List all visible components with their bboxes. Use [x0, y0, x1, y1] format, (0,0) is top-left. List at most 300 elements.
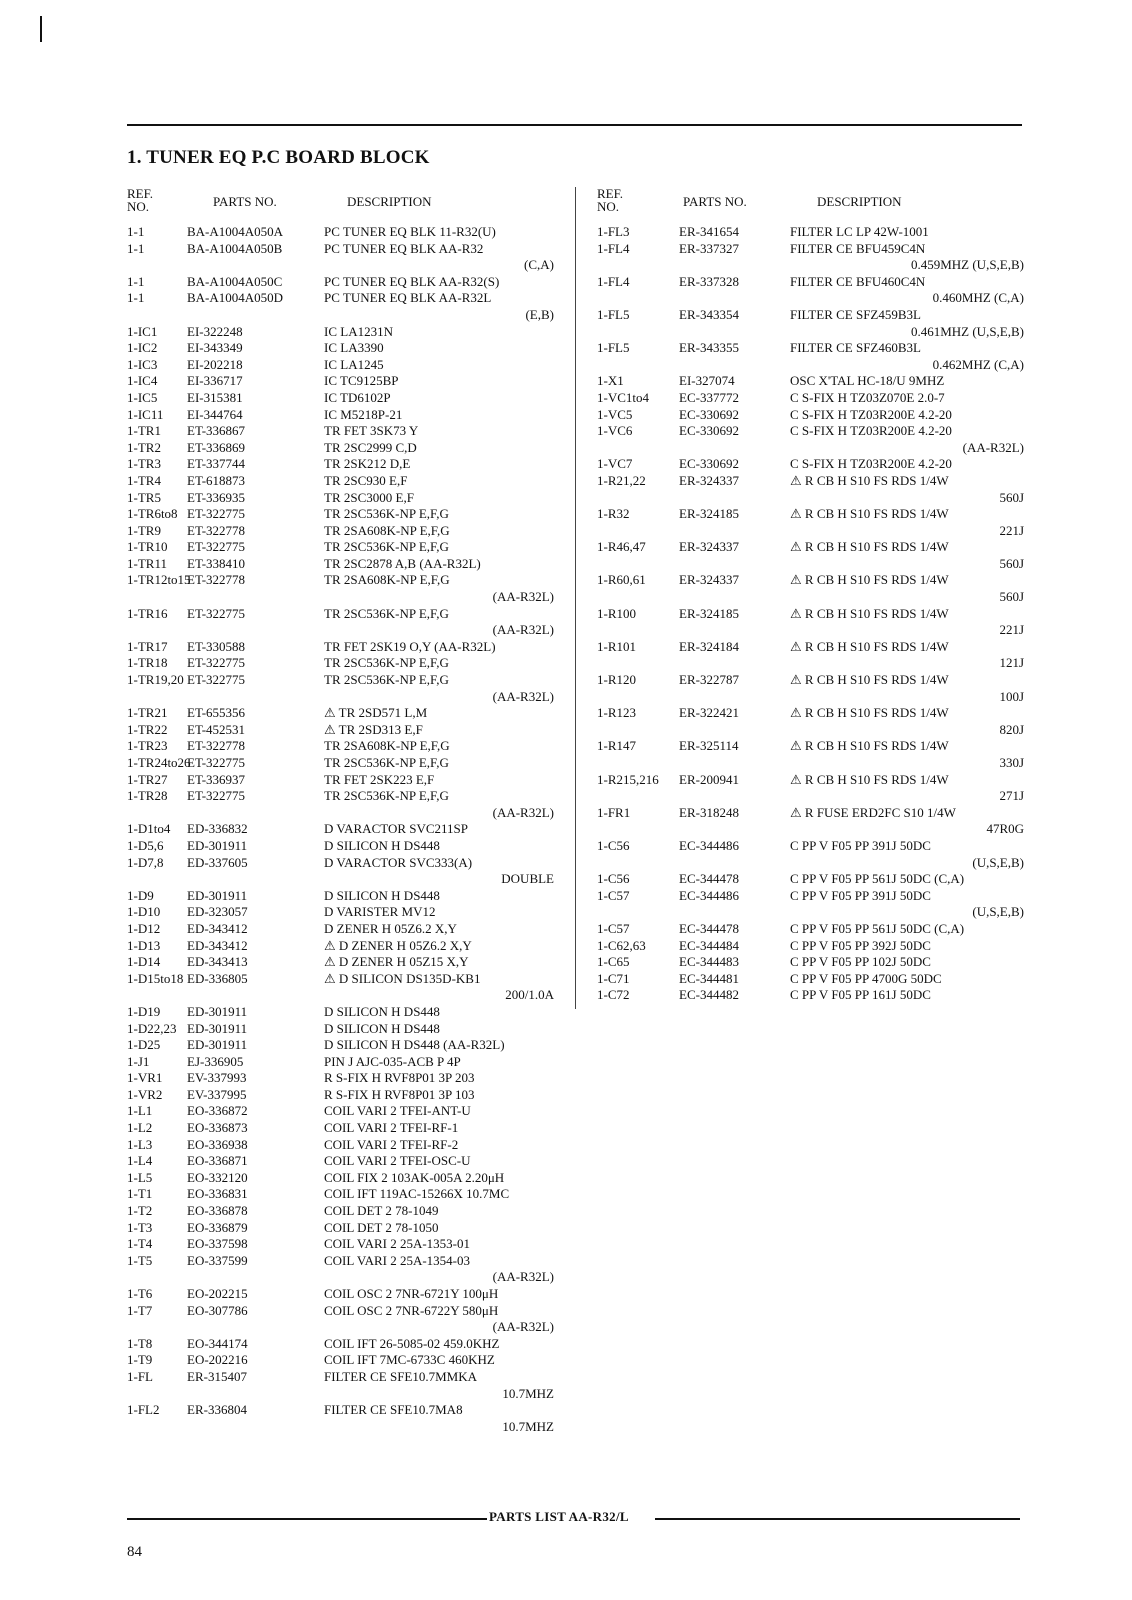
parts-no: EO-332120 [187, 1169, 248, 1185]
continuation-row [127, 622, 554, 639]
table-row [597, 871, 1024, 888]
table-row [127, 357, 554, 374]
continuation-row [597, 689, 1024, 706]
ref-no: 1-R120 [597, 672, 636, 688]
description-continuation: 121J [999, 655, 1024, 671]
ref-no: 1-TR22 [127, 721, 168, 737]
parts-no: ET-655356 [187, 705, 246, 721]
ref-no: 1-D9 [127, 887, 154, 903]
ref-no: 1-R215,216 [597, 771, 659, 787]
parts-no: EO-336938 [187, 1136, 248, 1152]
description-continuation: (AA-R32L) [492, 1319, 554, 1335]
continuation-row [597, 904, 1024, 921]
description: C PP V F05 PP 102J 50DC [790, 954, 931, 970]
parts-no: BA-A1004A050B [187, 240, 283, 256]
description-continuation: 100J [999, 688, 1024, 704]
parts-no: EO-202215 [187, 1286, 248, 1301]
continuation-row [597, 855, 1024, 872]
table-row [127, 821, 554, 838]
table-row [597, 987, 1024, 1004]
column-header [597, 187, 1024, 221]
description: ⚠ R FUSE ERD2FC S10 1/4W [790, 804, 956, 820]
parts-no: EI-327074 [679, 373, 735, 389]
continuation-row [597, 490, 1024, 507]
table-row [127, 755, 554, 772]
table-row [597, 373, 1024, 390]
description: IC LA1245 [324, 356, 384, 372]
parts-no: ER-325114 [679, 738, 739, 754]
description: COIL DET 2 78-1049 [324, 1203, 439, 1219]
parts-no: EC-330692 [679, 406, 739, 422]
parts-no: EI-315381 [187, 389, 243, 405]
description: FILTER CE BFU459C4N [790, 240, 926, 256]
description-continuation: 47R0G [986, 821, 1024, 837]
description: COIL VARI 2 TFEI-OSC-U [324, 1153, 471, 1169]
description: ⚠ R CB H S10 FS RDS 1/4W [790, 738, 949, 754]
description: ⚠ D SILICON DS135D-KB1 [324, 970, 481, 986]
parts-no: ER-315407 [187, 1368, 247, 1384]
parts-no: ET-338410 [187, 555, 246, 571]
description: C PP V F05 PP 391J 50DC [790, 837, 931, 853]
parts-list [597, 224, 1024, 1004]
parts-no: EC-344481 [679, 970, 739, 986]
ref-no: 1-TR16 [127, 605, 168, 621]
table-row [127, 655, 554, 672]
parts-no: ER-318248 [679, 804, 739, 820]
ref-no: 1-D22,23 [127, 1020, 177, 1036]
description-continuation: 200/1.0A [505, 987, 554, 1003]
ref-no: 1-R32 [597, 506, 630, 522]
parts-no: EI-344764 [187, 406, 243, 422]
description: IC LA1231N [324, 323, 393, 339]
description: C S-FIX H TZ03R200E 4.2-20 [790, 456, 952, 472]
table-row [127, 423, 554, 440]
ref-no: 1-T6 [127, 1286, 153, 1301]
description: TR FET 3SK73 Y [324, 423, 419, 439]
description-continuation: (AA-R32L) [492, 589, 554, 605]
continuation-row [127, 257, 554, 274]
table-row [127, 1021, 554, 1038]
parts-no: ET-336867 [187, 423, 246, 439]
ref-no: 1-X1 [597, 373, 624, 389]
ref-no: 1-IC1 [127, 323, 158, 339]
ref-no: 1-FL [127, 1368, 153, 1384]
continuation-row [597, 622, 1024, 639]
description-continuation: 271J [999, 788, 1024, 804]
table-row [127, 788, 554, 805]
description: COIL FIX 2 103AK-005A 2.20μH [324, 1169, 505, 1185]
parts-no-header: PARTS NO. [683, 194, 747, 209]
table-row [127, 971, 554, 988]
table-row [127, 672, 554, 689]
footer-rule [127, 1518, 487, 1520]
description-continuation: (U,S,E,B) [972, 904, 1024, 920]
parts-no: ED-301911 [187, 1037, 248, 1053]
description: TR 2SC536K-NP E,F,G [324, 605, 449, 621]
parts-no: ER-324337 [679, 539, 739, 555]
parts-no: ER-324337 [679, 472, 739, 488]
parts-no: EO-307786 [187, 1302, 248, 1318]
table-row [127, 1120, 554, 1137]
parts-no: ET-322778 [187, 738, 246, 754]
ref-no: 1-FL4 [597, 240, 630, 256]
parts-no: ET-322775 [187, 655, 246, 671]
parts-no: EO-336871 [187, 1153, 248, 1169]
description: TR 2SC536K-NP E,F,G [324, 539, 449, 555]
description: PIN J AJC-035-ACB P 4P [324, 1053, 461, 1069]
parts-column-right [597, 187, 1024, 1004]
table-row [127, 241, 554, 258]
parts-no: EO-336872 [187, 1103, 248, 1119]
ref-no: 1-C56 [597, 871, 630, 887]
table-row [127, 224, 554, 241]
table-row [597, 274, 1024, 291]
description-continuation: (U,S,E,B) [972, 854, 1024, 870]
description: COIL VARI 2 TFEI-RF-1 [324, 1120, 459, 1136]
description: FILTER CE SFE10.7MA8 [324, 1402, 463, 1418]
description: COIL VARI 2 TFEI-ANT-U [324, 1103, 471, 1119]
table-row [597, 971, 1024, 988]
description-continuation: 221J [999, 522, 1024, 538]
parts-no: EO-202216 [187, 1352, 248, 1368]
ref-no: 1-TR12to15 [127, 572, 191, 588]
ref-no: 1-T2 [127, 1203, 153, 1219]
table-row [127, 324, 554, 341]
ref-no: 1-TR23 [127, 738, 168, 754]
description: R S-FIX H RVF8P01 3P 103 [324, 1086, 475, 1102]
parts-no: EI-343349 [187, 340, 243, 356]
table-row [597, 672, 1024, 689]
parts-no: ET-322775 [187, 605, 246, 621]
ref-no: 1-TR24to26 [127, 755, 191, 770]
parts-no: ED-323057 [187, 904, 248, 920]
description: COIL IFT 7MC-6733C 460KHZ [324, 1352, 495, 1368]
parts-no: ER-324185 [679, 605, 739, 621]
continuation-row [127, 805, 554, 822]
description-continuation: 0.460MHZ (C,A) [932, 290, 1024, 306]
description: ⚠ TR 2SD571 L,M [324, 705, 428, 721]
table-row [127, 904, 554, 921]
table-row [127, 1253, 554, 1270]
description: C S-FIX H TZ03R200E 4.2-20 [790, 423, 952, 439]
parts-no: ER-200941 [679, 771, 739, 787]
ref-no: 1-R46,47 [597, 539, 646, 555]
ref-no: 1-TR2 [127, 439, 161, 455]
parts-no: EC-330692 [679, 423, 739, 439]
parts-no: EC-330692 [679, 456, 739, 472]
ref-no: 1-IC4 [127, 373, 158, 389]
table-row [127, 639, 554, 656]
table-row [597, 606, 1024, 623]
description-continuation: (AA-R32L) [492, 622, 554, 638]
parts-no: EC-344478 [679, 920, 739, 936]
parts-no: EC-344486 [679, 887, 739, 903]
parts-no: ET-322778 [187, 572, 246, 588]
description-continuation: (AA-R32L) [492, 688, 554, 704]
description-continuation: 560J [999, 555, 1024, 571]
parts-no: ET-322775 [187, 755, 246, 770]
description: FILTER CE SFZ459B3L [790, 306, 921, 322]
description: C S-FIX H TZ03R200E 4.2-20 [790, 406, 952, 422]
parts-no: EC-337772 [679, 389, 739, 405]
continuation-row [597, 755, 1024, 772]
continuation-row [127, 1386, 554, 1403]
ref-no: 1-FL5 [597, 340, 630, 356]
parts-no: ET-336935 [187, 489, 246, 505]
ref-no: 1-C57 [597, 920, 630, 936]
table-row [597, 805, 1024, 822]
ref-no: 1-IC2 [127, 340, 158, 356]
continuation-row [597, 722, 1024, 739]
parts-no: ET-337744 [187, 456, 246, 472]
table-row [127, 855, 554, 872]
table-row [597, 307, 1024, 324]
table-row [127, 1153, 554, 1170]
ref-no: 1-R21,22 [597, 472, 646, 488]
ref-no: 1-J1 [127, 1053, 150, 1069]
ref-no: 1-FL2 [127, 1402, 160, 1418]
ref-no: 1-D1to4 [127, 821, 171, 837]
ref-no: 1-TR17 [127, 638, 168, 654]
parts-no: EC-344482 [679, 987, 739, 1003]
parts-no: ER-324337 [679, 572, 739, 588]
description-continuation: 10.7MHZ [502, 1418, 554, 1434]
ref-no: 1-FL3 [597, 224, 630, 239]
continuation-row [127, 987, 554, 1004]
description-header: DESCRIPTION [817, 194, 902, 209]
page-number: 84 [127, 1544, 142, 1560]
description: C PP V F05 PP 4700G 50DC [790, 970, 942, 986]
description: D ZENER H 05Z6.2 X,Y [324, 920, 457, 936]
table-row [127, 506, 554, 523]
table-row [127, 390, 554, 407]
parts-no: ED-301911 [187, 837, 248, 853]
parts-no: ER-322421 [679, 705, 739, 721]
ref-no: 1-VC6 [597, 423, 633, 439]
table-row [127, 572, 554, 589]
table-row [127, 1170, 554, 1187]
ref-no: 1-R100 [597, 605, 636, 621]
parts-no: ED-301911 [187, 1003, 248, 1019]
description: ⚠ TR 2SD313 E,F [324, 721, 423, 737]
section-title: 1. TUNER EQ P.C BOARD BLOCK [127, 147, 430, 168]
description: IC LA3390 [324, 340, 384, 356]
footer-rule [655, 1518, 1020, 1520]
table-row [127, 1402, 554, 1419]
table-row [597, 423, 1024, 440]
parts-no: EO-344174 [187, 1335, 248, 1351]
ref-no: 1-D25 [127, 1037, 161, 1053]
ref-no: 1-TR9 [127, 522, 161, 538]
parts-no: EO-336878 [187, 1203, 248, 1219]
description: FILTER LC LP 42W-1001 [790, 224, 929, 239]
description: TR 2SC2999 C,D [324, 439, 417, 455]
description: TR 2SA608K-NP E,F,G [324, 522, 450, 538]
parts-no: ED-337605 [187, 854, 248, 870]
continuation-row [597, 357, 1024, 374]
table-row [127, 1286, 554, 1303]
ref-no: 1-R60,61 [597, 572, 646, 588]
description: PC TUNER EQ BLK AA-R32(S) [324, 273, 500, 289]
parts-no: EC-344478 [679, 871, 739, 887]
ref-no: 1-L1 [127, 1103, 153, 1119]
description: C PP V F05 PP 392J 50DC [790, 937, 931, 953]
continuation-row [597, 324, 1024, 341]
ref-no: 1-1 [127, 290, 145, 306]
table-row [127, 1054, 554, 1071]
ref-no: 1-TR4 [127, 472, 161, 488]
continuation-row [597, 589, 1024, 606]
description: COIL OSC 2 7NR-6721Y 100μH [324, 1286, 499, 1301]
continuation-row [597, 440, 1024, 457]
description: TR 2SA608K-NP E,F,G [324, 572, 450, 588]
ref-no: 1-TR18 [127, 655, 168, 671]
parts-no: EO-336879 [187, 1219, 248, 1235]
table-row [127, 1004, 554, 1021]
description: C S-FIX H TZ03Z070E 2.0-7 [790, 389, 945, 405]
parts-no: ER-336804 [187, 1402, 247, 1418]
table-row [597, 340, 1024, 357]
description: D SILICON H DS448 [324, 887, 440, 903]
ref-no: 1-TR3 [127, 456, 161, 472]
ref-no: 1-1 [127, 240, 145, 256]
ref-no: 1-C56 [597, 837, 630, 853]
table-row [597, 888, 1024, 905]
ref-no: 1-T8 [127, 1335, 153, 1351]
table-row [127, 1352, 554, 1369]
table-row [127, 738, 554, 755]
parts-no-header: PARTS NO. [213, 194, 277, 209]
description: PC TUNER EQ BLK AA-R32L [324, 290, 492, 306]
ref-no: 1-T9 [127, 1352, 153, 1368]
table-row [597, 921, 1024, 938]
table-row [597, 705, 1024, 722]
table-row [127, 938, 554, 955]
ref-no: 1-IC11 [127, 406, 164, 422]
continuation-row [597, 821, 1024, 838]
table-row [597, 473, 1024, 490]
parts-no: EI-322248 [187, 323, 243, 339]
table-row [127, 407, 554, 424]
description: D VARISTER MV12 [324, 904, 436, 920]
continuation-row [597, 290, 1024, 307]
description-continuation: DOUBLE [501, 871, 554, 887]
table-row [127, 1369, 554, 1386]
description: TR 2SA608K-NP E,F,G [324, 738, 450, 754]
description: COIL DET 2 78-1050 [324, 1219, 439, 1235]
parts-no: BA-A1004A050D [187, 290, 284, 306]
ref-no: 1-C72 [597, 987, 630, 1003]
table-row [127, 1137, 554, 1154]
description: ⚠ R CB H S10 FS RDS 1/4W [790, 539, 949, 555]
description: ⚠ R CB H S10 FS RDS 1/4W [790, 672, 949, 688]
parts-no: ED-343412 [187, 920, 248, 936]
ref-no: 1-T1 [127, 1186, 153, 1202]
description-continuation: 820J [999, 721, 1024, 737]
table-row [597, 572, 1024, 589]
parts-no: ER-322787 [679, 672, 739, 688]
table-row [127, 888, 554, 905]
description-continuation: 10.7MHZ [502, 1385, 554, 1401]
ref-no-header: REF. NO. [127, 186, 154, 214]
parts-no: ER-343354 [679, 306, 739, 322]
table-row [127, 340, 554, 357]
description: FILTER CE SFZ460B3L [790, 340, 921, 356]
description: D SILICON H DS448 [324, 1003, 440, 1019]
table-row [127, 1186, 554, 1203]
parts-no: ER-324185 [679, 506, 739, 522]
table-row [127, 490, 554, 507]
description-continuation: (E,B) [525, 306, 554, 322]
description-continuation: (C,A) [524, 257, 554, 273]
table-row [597, 938, 1024, 955]
table-row [597, 954, 1024, 971]
description: TR 2SC2878 A,B (AA-R32L) [324, 555, 481, 571]
description: D VARACTOR SVC211SP [324, 821, 469, 837]
parts-no: ER-337328 [679, 273, 739, 289]
description-continuation: (AA-R32L) [962, 439, 1024, 455]
ref-no: 1-C71 [597, 970, 630, 986]
table-row [127, 606, 554, 623]
parts-no: ER-337327 [679, 240, 739, 256]
parts-no: EV-337993 [187, 1070, 247, 1086]
ref-no: 1-D12 [127, 920, 161, 936]
description-continuation: 0.462MHZ (C,A) [932, 356, 1024, 372]
parts-no: ET-322775 [187, 506, 246, 522]
column-divider [575, 187, 576, 1009]
description: COIL VARI 2 25A-1354-03 [324, 1252, 471, 1268]
parts-no: EO-336873 [187, 1120, 248, 1136]
parts-no: ED-301911 [187, 1020, 248, 1036]
description-continuation: 330J [999, 755, 1024, 770]
description: COIL OSC 2 7NR-6722Y 580μH [324, 1302, 499, 1318]
table-row [127, 1087, 554, 1104]
parts-no: EJ-336905 [187, 1053, 244, 1069]
ref-no: 1-D10 [127, 904, 161, 920]
table-row [597, 772, 1024, 789]
parts-no: ET-330588 [187, 638, 246, 654]
table-row [127, 954, 554, 971]
table-row [127, 921, 554, 938]
ref-no: 1-T4 [127, 1236, 153, 1252]
table-row [597, 241, 1024, 258]
description: D SILICON H DS448 [324, 837, 440, 853]
table-row [127, 1070, 554, 1087]
description: D SILICON H DS448 (AA-R32L) [324, 1037, 505, 1053]
ref-no: 1-TR21 [127, 705, 168, 721]
parts-no: EO-337599 [187, 1252, 248, 1268]
description: COIL IFT 26-5085-02 459.0KHZ [324, 1335, 500, 1351]
description-continuation: 221J [999, 622, 1024, 638]
description: TR FET 2SK19 O,Y (AA-R32L) [324, 638, 496, 654]
ref-no: 1-TR1 [127, 423, 161, 439]
description: ⚠ D ZENER H 05Z15 X,Y [324, 954, 469, 970]
description: TR 2SC536K-NP E,F,G [324, 788, 449, 804]
description: COIL VARI 2 TFEI-RF-2 [324, 1136, 459, 1152]
parts-no: ER-341654 [679, 224, 739, 239]
table-row [127, 440, 554, 457]
ref-no: 1-D19 [127, 1003, 161, 1019]
description-continuation: 560J [999, 489, 1024, 505]
description: IC TD6102P [324, 389, 391, 405]
description-continuation: 0.461MHZ (U,S,E,B) [910, 323, 1024, 339]
parts-no: BA-A1004A050C [187, 273, 283, 289]
description: C PP V F05 PP 161J 50DC [790, 987, 931, 1003]
parts-no: EC-344483 [679, 954, 739, 970]
continuation-row [597, 788, 1024, 805]
description: ⚠ D ZENER H 05Z6.2 X,Y [324, 937, 472, 953]
corner-mark [40, 16, 42, 42]
